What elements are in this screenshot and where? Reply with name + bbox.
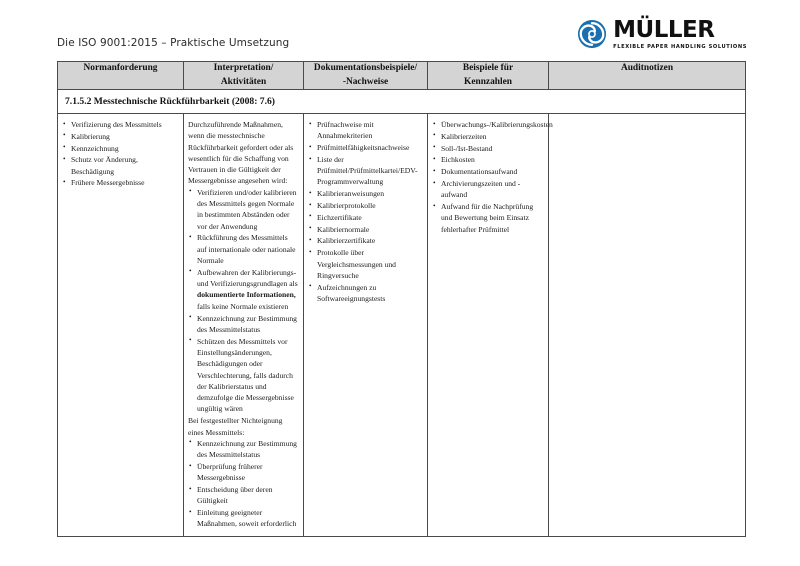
interpretation-list: [188, 187, 298, 415]
column-header-dokumentationsbeispiele: [304, 62, 428, 90]
cell-kennzahlen: [428, 114, 553, 537]
column-header-interpretation: [184, 62, 304, 90]
brand-name: MÜLLER: [613, 17, 715, 43]
cell-interpretation: [184, 114, 304, 537]
list-item: • Kalibrieranweisungen: [308, 188, 422, 199]
list-item: • Rückführung des Messmittels auf internationale oder nationale Normale: [188, 232, 298, 266]
normanforderung-list: [62, 119, 178, 189]
list-item: • Kennzeichnung zur Bestimmung des Messmittelstatus: [188, 313, 298, 336]
table-row: [58, 114, 746, 537]
list-item: • Kennzeichnung zur Bestimmung des Messmittelstatus: [188, 438, 298, 461]
list-item: • Aufwand für die Nachprüfung und Bewertung beim Einsatz fehlerhafter Prüfmittel: [432, 201, 543, 235]
list-item: • Entscheidung über deren Gültigkeit: [188, 484, 298, 507]
section-title: 7.1.5.2 Messtechnische Rückführbarkeit (2008: 7.6): [58, 90, 746, 114]
interpretation-intro: Durchzuführende Maßnahmen, wenn die messtechnische Rückführbarkeit gefordert oder als wesentlich für die Schaffung von Vertrauen in die Gültigkeit der Messergebnisse angesehen wird:: [188, 120, 294, 186]
list-item: • Eichzertifikate: [308, 212, 422, 223]
section-title-row: [58, 90, 746, 114]
iso-requirements-table: [57, 61, 746, 537]
kennzahlen-list: [432, 119, 553, 235]
list-item: • Kalibrierprotokolle: [308, 200, 422, 211]
document-header: [57, 18, 747, 60]
list-item: • Kalibrierzertifikate: [308, 235, 422, 246]
list-item: • Verifizieren und/oder kalibrieren des Messmittels gegen Normale in bestimmten Abständen oder vor der Anwendung: [188, 187, 298, 232]
cell-normanforderung: [58, 114, 184, 537]
table-header-row: [58, 62, 746, 90]
list-item: • Protokolle über Vergleichsmessungen und Ringversuche: [308, 247, 422, 281]
list-item: • Einleitung geeigneter Maßnahmen, soweit erforderlich: [188, 507, 298, 530]
emphasised-term: dokumentierte Informationen,: [197, 290, 296, 300]
list-item: • Frühere Messergebnisse: [62, 177, 178, 188]
list-item: • Eichkosten: [432, 154, 543, 165]
list-item: • Kennzeichnung: [62, 143, 178, 154]
list-item: • Kalibrierzeiten: [432, 131, 543, 142]
header-line-2: -Nachweise: [342, 76, 389, 87]
list-item: • Aufzeichnungen zu Softwareeignungstests: [308, 282, 422, 305]
list-item: • Schutz vor Änderung, Beschädigung: [62, 154, 178, 177]
list-item: • Kalibrierung: [62, 131, 178, 142]
list-item: • Dokumentationsaufwand: [432, 166, 543, 177]
list-item: • Soll-/Ist-Bestand: [432, 143, 543, 154]
brand-logo: [577, 18, 747, 50]
dokumentation-list: [308, 119, 422, 304]
spiral-swirl-icon: [577, 19, 607, 49]
list-item: • Verifizierung des Messmittels: [62, 119, 178, 130]
brand-text-block: [613, 18, 747, 50]
column-header-auditnotizen: [549, 62, 746, 90]
column-header-normanforderung: [58, 62, 184, 90]
list-item: • Liste der Prüfmittel/Prüfmittelkartei/EDV-Programmverwaltung: [308, 154, 422, 188]
list-item: • Prüfnachweise mit Annahmekriterien: [308, 119, 422, 142]
header-line-2: Aktivitäten: [220, 76, 267, 87]
cell-dokumentationsbeispiele: [304, 114, 428, 537]
brand-tagline: FLEXIBLE PAPER HANDLING SOLUTIONS: [613, 44, 747, 50]
list-item: • Kalibriernormale: [308, 224, 422, 235]
list-item: • Überprüfung früherer Messergebnisse: [188, 461, 298, 484]
list-item: • Archivierungszeiten und -aufwand: [432, 178, 543, 201]
header-line-1: Beispiele für: [462, 63, 514, 73]
interpretation-intro-2: Bei festgestellter Nichteignung eines Messmittels:: [188, 416, 283, 437]
column-header-kennzahlen: [428, 62, 549, 90]
page-title: Die ISO 9001:2015 – Praktische Umsetzung: [57, 37, 290, 49]
interpretation-list-2: [188, 438, 298, 530]
list-item-with-bold: [188, 267, 298, 312]
list-item-text: Aufbewahren der Kalibrierungs- und Verifizierungsgrundlagen als dokumentierte Informationen, falls keine Normale existieren: [197, 267, 298, 311]
header-line-1: Interpretation/: [213, 63, 274, 73]
list-item: • Überwachungs-/Kalibrierungskosten: [432, 119, 543, 130]
header-line-1: Auditnotizen: [620, 63, 674, 73]
header-line-1: Dokumentationsbeispiele/: [313, 63, 418, 73]
header-line-2: Kennzahlen: [464, 76, 512, 87]
cell-auditnotizen[interactable]: [549, 114, 746, 537]
list-item: • Prüfmittelfähigkeitsnachweise: [308, 142, 422, 153]
header-line-1: Normanforderung: [83, 63, 158, 73]
list-item: • Schützen des Messmittels vor Einstellungsänderungen, Beschädigungen oder Verschlechterung, falls dadurch der Kalibrierstatus und demzufolge die Messergebnisse ungültig wären: [188, 336, 298, 415]
